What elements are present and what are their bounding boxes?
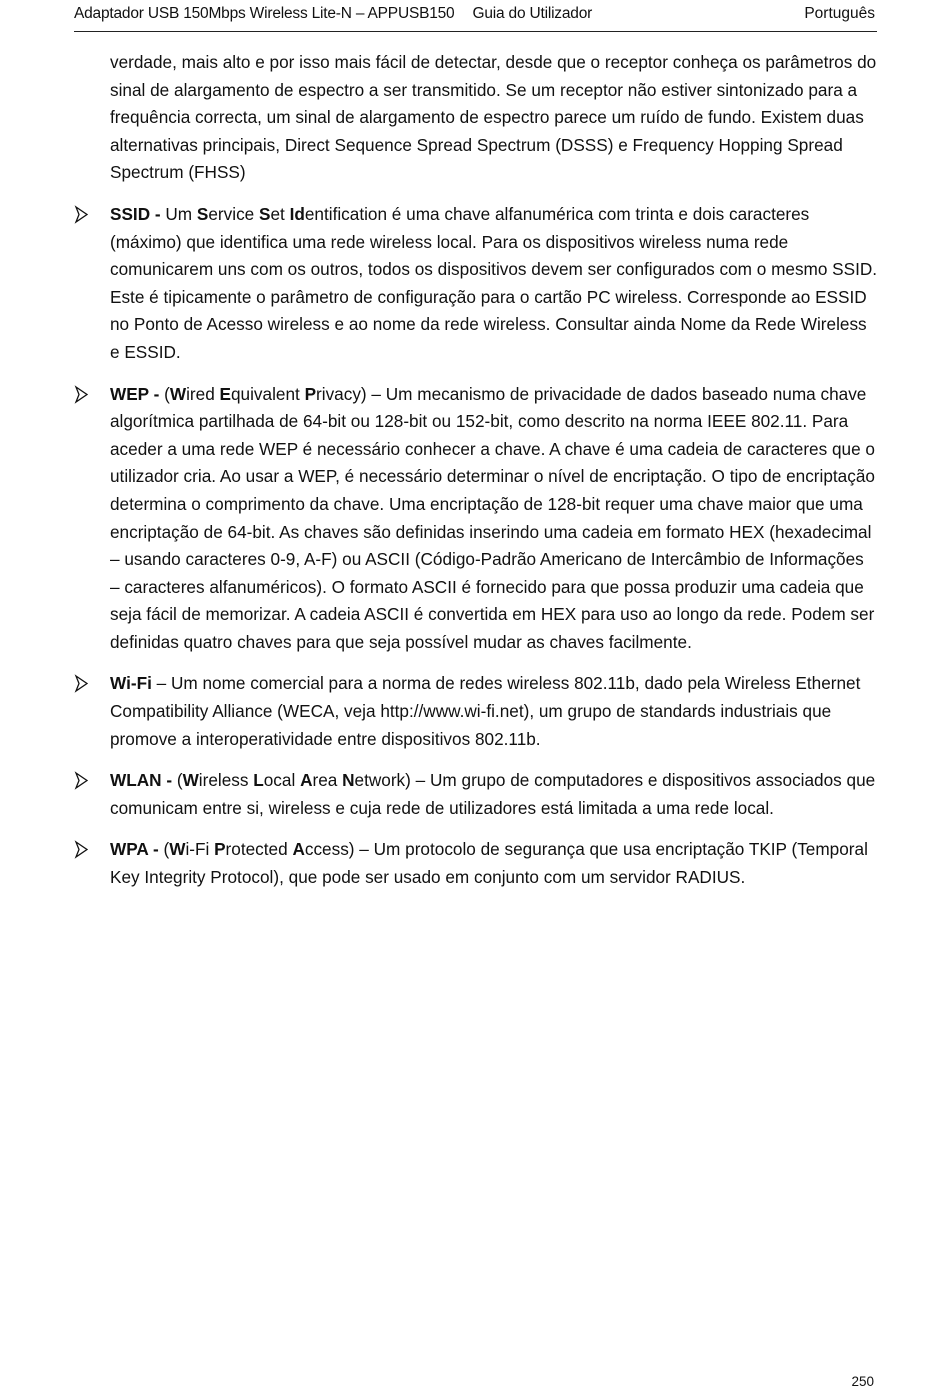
glossary-definition: é uma chave alfanumérica com trinta e dois caracteres (máximo) que identifica uma rede wireless local. Para os dispositivos wireless numa rede comunicarem uns com os outros, todos os dispositivos devem ser configurados com o mesmo SSID. Este é tipicamente o parâmetro de configuração para o cartão PC wireless. Corresponde ao ESSID no Ponto de Acesso wireless e ao nome da rede wireless. Consultar ainda Nome da Rede Wireless e ESSID. <box>110 203 878 362</box>
expansion-text: Um <box>165 203 197 224</box>
glossary-term: WEP - <box>110 383 165 404</box>
acronym-letter: W <box>169 383 187 404</box>
glossary-term: SSID - <box>110 203 166 224</box>
acronym-letter: E <box>219 383 231 404</box>
glossary-item <box>110 767 878 822</box>
glossary-list <box>110 201 878 892</box>
expansion-text: rea <box>312 770 343 791</box>
expansion-text: quivalent <box>231 383 305 404</box>
expansion-text: ( <box>164 383 170 404</box>
glossary-definition: – Um nome comercial para a norma de redes wireless 802.11b, dado pela Wireless Ethernet Compatibility Alliance (WECA, veja http://www.wi-fi.net), um grupo de standards industriais que promove a interoperatividade entre dispositivos 802.11b. <box>110 673 861 749</box>
expansion-text: ( <box>163 839 170 860</box>
intro-paragraph: verdade, mais alto e por isso mais fácil de detectar, desde que o receptor conheça os parâmetros do sinal de alargamento de espectro a ser transmitido. Se um receptor não estiver sintonizado para a frequência correcta, um sinal de alargamento de espectro parece um ruído de fundo. Existem duas alternativas principais, Direct Sequence Spread Spectrum (DSSS) e Frequency Hopping Spread Spectrum (FHSS) <box>110 52 877 183</box>
expansion-text: ccess) <box>304 839 355 860</box>
expansion-text: ervice <box>208 203 259 224</box>
header-title <box>74 3 592 25</box>
header-product: Adaptador USB 150Mbps Wireless Lite-N – APPUSB150 <box>74 5 455 22</box>
acronym-letter: S <box>196 203 209 224</box>
expansion-text: rotected <box>225 839 293 860</box>
arrow-bullet-icon <box>74 201 92 228</box>
expansion-text: ocal <box>263 770 301 791</box>
expansion-text: rivacy) <box>316 383 367 404</box>
expansion-text: et <box>270 203 290 224</box>
arrow-bullet-icon <box>74 836 92 863</box>
glossary-item <box>110 201 878 367</box>
glossary-term: WLAN - <box>110 770 177 791</box>
expansion-text: ired <box>186 383 220 404</box>
header-guide: Guia do Utilizador <box>472 5 593 22</box>
glossary-content <box>110 49 878 906</box>
glossary-definition: – Um grupo de computadores e dispositivos associados que comunicam entre si, wireless e cuja rede de utilizadores está limitada a uma rede local. <box>110 770 876 818</box>
glossary-definition: – Um mecanismo de privacidade de dados baseado numa chave algorítmica partilhada de 64-bit ou 128-bit ou 152-bit, como descrito na norma IEEE 802.11. Para aceder a uma rede WEP é necessário conhecer a chave. A chave é uma cadeia de caracteres que o utilizador cria. Ao usar a WEP, é necessário determinar o nível de encriptação. O tipo de encriptação determina o comprimento da chave. Uma encriptação de 128-bit requer uma chave maior que uma encriptação de 64-bit. As chaves são definidas inserindo uma cadeia em formato HEX (hexadecimal – usando caracteres 0-9, A-F) ou ASCII (Código-Padrão Americano de Intercâmbio de Informações – caracteres alfanuméricos). O formato ASCII é fornecido para que possa produzir uma cadeia que seja fácil de memorizar. A cadeia ASCII é convertida em HEX para uso ao longo da rede. Podem ser definidas quatro chaves para que seja possível mudar as chaves facilmente. <box>110 383 875 652</box>
expansion-text: etwork) <box>354 770 411 791</box>
glossary-item <box>110 381 878 657</box>
header-language: Português <box>804 5 875 22</box>
acronym-letter: P <box>214 839 226 860</box>
expansion-text: entification <box>304 203 388 224</box>
acronym-letter: W <box>182 770 199 791</box>
glossary-term: Wi-Fi <box>110 673 157 694</box>
acronym-letter: W <box>169 839 186 860</box>
acronym-letter: L <box>253 770 264 791</box>
glossary-item <box>110 670 878 753</box>
arrow-bullet-icon <box>74 767 92 794</box>
acronym-letter: A <box>292 839 305 860</box>
arrow-bullet-icon <box>74 670 92 697</box>
acronym-letter: A <box>300 770 313 791</box>
acronym-letter: S <box>259 203 271 224</box>
expansion-text: ireless <box>198 770 254 791</box>
arrow-bullet-icon <box>74 381 92 408</box>
acronym-letter: Id <box>289 203 305 224</box>
expansion-text: i-Fi <box>185 839 215 860</box>
expansion-text: ( <box>176 770 183 791</box>
glossary-term: WPA - <box>110 839 164 860</box>
acronym-letter: N <box>342 770 355 791</box>
glossary-definition: – Um protocolo de segurança que usa encriptação TKIP (Temporal Key Integrity Protocol), que pode ser usado em conjunto com um servidor RADIUS. <box>110 839 868 888</box>
glossary-item <box>110 836 878 891</box>
page-header <box>74 3 877 32</box>
page-number: 250 <box>851 1374 874 1389</box>
acronym-letter: P <box>304 383 317 404</box>
